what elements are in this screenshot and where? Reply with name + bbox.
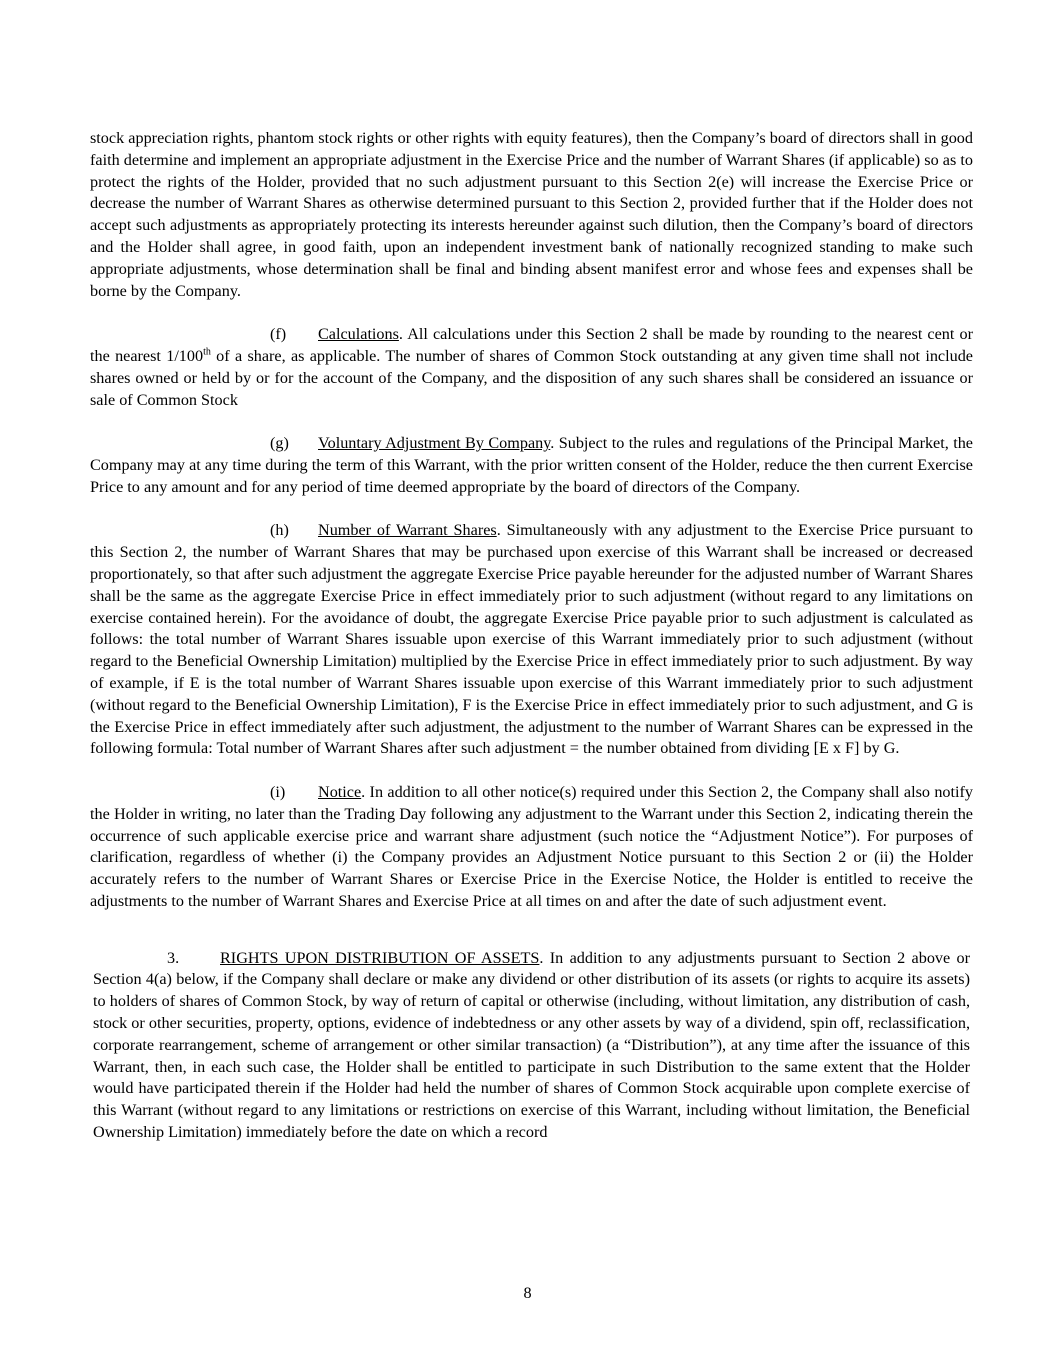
clause-text: . In addition to all other notice(s) required under this Section 2, the Company shall also notify the Holder in writing, no later than the Trading Day following any adjustment to the Warrant under this Section 2, indicating therein the occurrence of such applicable exercise price and warrant share adjustment (such notice the “Adjustment Notice”). For purposes of clarification, regardless of whether (i) the Company provides an Adjustment Notice pursuant to this Section 2 or (ii) the Holder accurately refers to the number of Warrant Shares or Exercise Price in the Exercise Notice, the Holder is entitled to receive the adjustments to the number of Warrant Shares and Exercise Price at all times on and after the date of such adjustment event. <box>90 782 973 910</box>
clause-label: (i) <box>270 782 286 801</box>
clause-heading: Notice <box>318 782 362 801</box>
clause-heading: Voluntary Adjustment By Company <box>318 434 551 453</box>
section-3-rights-upon-distribution <box>93 948 970 1144</box>
clause-text-continued: of a share, as applicable. The number of shares of Common Stock outstanding at any given time shall not include shares owned or held by or for the account of the Company, and the disposition of any such shares shall be considered an issuance or sale of Common Stock <box>90 346 973 409</box>
section-label: 3. <box>167 948 180 967</box>
clause-text: . All calculations under this Section 2 shall be made by rounding to the nearest cent or the nearest 1/100 <box>90 325 973 365</box>
spacer <box>90 411 973 433</box>
section-text: . In addition to any adjustments pursuant to Section 2 above or Section 4(a) below, if the Company shall declare or make any dividend or other distribution of its assets (or rights to acquire its assets) to holders of shares of Common Stock, by way of return of capital or otherwise (including, without limitation, any distribution of cash, stock or other securities, property, options, evidence of indebtedness or any other assets by way of a dividend, spin off, reclassification, corporate rearrangement, scheme of arrangement or other similar transaction) (a “Distribution”), at any time after the issuance of this Warrant, then, in each such case, the Holder shall be entitled to participate in such Distribution to the same extent that the Holder would have participated therein if the Holder had held the number of shares of Common Stock acquirable upon complete exercise of this Warrant (without regard to any limitations or restrictions on exercise of this Warrant, including without limitation, the Beneficial Ownership Limitation) immediately before the date on which a record <box>93 948 970 1142</box>
paragraph-h-number-of-warrant-shares <box>90 520 973 760</box>
clause-heading: Calculations <box>318 325 399 344</box>
paragraph-g-voluntary-adjustment <box>90 433 973 498</box>
spacer <box>90 913 973 948</box>
clause-label: (g) <box>270 434 289 453</box>
superscript: th <box>203 346 211 358</box>
paragraph-f-calculations <box>90 324 973 411</box>
clause-label: (f) <box>270 325 287 344</box>
clause-heading: Number of Warrant Shares <box>318 521 497 540</box>
document-page <box>90 128 973 1144</box>
paragraph-i-notice <box>90 782 973 913</box>
page-number: 8 <box>523 1284 532 1302</box>
spacer <box>90 302 973 324</box>
section-heading: RIGHTS UPON DISTRIBUTION OF ASSETS <box>220 948 540 967</box>
spacer <box>90 760 973 782</box>
clause-text: . Simultaneously with any adjustment to the Exercise Price pursuant to this Section 2, the number of Warrant Shares that may be purchased upon exercise of this Warrant shall be increased or decreased proportionately, so that after such adjustment the aggregate Exercise Price payable hereunder for the adjusted number of Warrant Shares shall be the same as the aggregate Exercise Price in effect immediately prior to such adjustment (without regard to any limitations on exercise contained herein). For the avoidance of doubt, the aggregate Exercise Price payable prior to such adjustment is calculated as follows: the total number of Warrant Shares issuable upon exercise of this Warrant immediately prior to such adjustment (without regard to the Beneficial Ownership Limitation) multiplied by the Exercise Price in effect immediately prior to such adjustment. By way of example, if E is the total number of Warrant Shares issuable upon exercise of this Warrant immediately prior to such adjustment (without regard to the Beneficial Ownership Limitation), F is the Exercise Price in effect immediately prior to such adjustment, and G is the Exercise Price in effect immediately after such adjustment, the adjustment to the number of Warrant Shares can be expressed in the following formula: Total number of Warrant Shares after such adjustment = the number obtained from dividing [E x F] by G. <box>90 521 973 758</box>
spacer <box>90 499 973 521</box>
clause-text: . Subject to the rules and regulations of the Principal Market, the Company may at any time during the term of this Warrant, with the prior written consent of the Holder, reduce the then current Exercise Price to any amount and for any period of time deemed appropriate by the board of directors of the Company. <box>90 434 973 496</box>
paragraph-continuation: stock appreciation rights, phantom stock rights or other rights with equity features), then the Company’s board of directors shall in good faith determine and implement an appropriate adjustment in the Exercise Price and the number of Warrant Shares (if applicable) so as to protect the rights of the Holder, provided that no such adjustment pursuant to this Section 2(e) will increase the Exercise Price or decrease the number of Warrant Shares as otherwise determined pursuant to this Section 2, provided further that if the Holder does not accept such adjustments as appropriately protecting its interests hereunder against such dilution, then the Company’s board of directors and the Holder shall agree, in good faith, upon an independent investment bank of nationally recognized standing to make such appropriate adjustments, whose determination shall be final and binding absent manifest error and whose fees and expenses shall be borne by the Company. <box>90 129 973 300</box>
clause-label: (h) <box>270 521 289 540</box>
